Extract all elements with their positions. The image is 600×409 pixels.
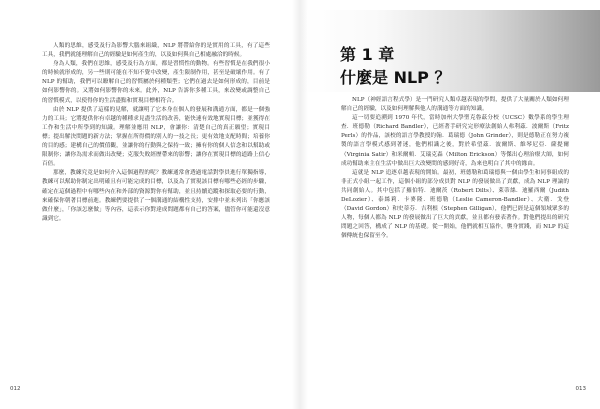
left-body-text (42, 42, 270, 224)
left-paragraph-3: 由於 NLP 提供了這樣的見解，就讓明了它本身在個人的發展和溝通方面，都是一個強力的工具；它將提供你有卓越的種種求見盡生活的改善，能快速有效地實現目標；並獲得在工作和生活中所學到的知識。理解並應用 NLP，會讓你：清楚自己的真正願望；實現目標；提出解決問題的新方法；掌握在所得價的別人的一技之長；更有效地支配時間；培養你的目的感；建構自己的價值觀，並讓你的行動與之保持一致；擁有你的個人信念和以幫助或限制你；讓你為需求而做出改變；克服失敗經歷帶來的影響；讓你在實現目標的道路上信心百倍。 (42, 106, 270, 168)
right-page (300, 0, 600, 409)
right-paragraph-1: NLP（神經語言程式學）是一門研究人類卓越表現的學問，提供了大量關於人類如何理解自己的經驗，以及如何理解與他人的溝通等方面的知識。 (341, 97, 569, 113)
right-paragraph-3: 這就是 NLP 追逐卓越表現的開始。最初，班德勒和葛瑞德與一個由學生和同事組成的非正式小組一起工作，這個小組的部分成員對 NLP 的發展做出了貢獻，成為 NLP 理論的共同創始人。其中包括了羅伯特．迪爾茨（Robert Dilts）、萊蒂絲．迪羅西爾（Judith DeLozier）、泰絲莉．卡麥隆．班德勒（Leslie Cameron-Bandler）、大衛．戈登（David Gordon）和史蒂芬．吉利根（Stephen Gilligan），他們已經是這個領域眾多的人物，每個人都為 NLP 的發展做出了巨大的貢獻，並且都有發表著作。對他們提出的研究問題之回答，構成了 NLP 的基礎。從一開始，他們就相互協作，襲身實踐，而 NLP 的這個傳統也保留至今。 (341, 169, 569, 240)
chapter-number: 第 1 章 (340, 45, 395, 64)
left-paragraph-1: 人類的思維，感受及行為影響大腦來組織，NLP 將帶給你的是實用的工具，有了這些工具，我們就能理解自己的經驗是如何產生的，以及如何與自己相處融洽的時候。 (42, 43, 270, 59)
left-paragraph-4: 那麼，教練究竟是如何介入這個過程的呢？教練通常會透過電話對學員進行單獨指導，教練可以幫助你制定出明確且有可能完成的目標，以及為了實現該目標有哪些必經的步驟，確定在這個過程中有哪些內在和外部的資源對你有幫助，並且持續追蹤和探取必要的行動，來確保你朝著目標前進。教練們要提供了一個溝通的結構性支持，安排中並未列出「你應該做什麼」，「你該怎麼做」等內容，這表示你對達成問題都有自己的答案，儘管你可能還沒意識到它。 (42, 170, 270, 222)
chapter-banner (300, 10, 600, 92)
left-page-number: 012 (10, 386, 21, 392)
chapter-title: 什麼是 NLP ？ (340, 68, 451, 87)
right-paragraph-2: 這一切要追溯到 1970 年代，當時加州大學聖克魯茲分校（UCSC）數學系的學生理查．班德勒（Richard Bandler），已經著手研究完形療法創始人弗利茲．波爾斯（Fritz Perls）的作品，該校的語言學教授約翰．葛瑞德（John Grinder），則是德勒正在努力複製的語言學模式感到著迷，他們相識之後，對於希望茲．波爾斯、維琴尼亞．薩提爾（Virginia Satir）和米爾頓．艾瑞克森（Milton Erickson）等傑出心理治療大師，如何成功幫助來主在生活中做出巨大改變問的感到好奇，為來也明白了其中的緣由。 (341, 115, 569, 167)
left-paragraph-2: 身為人類，我們在思維，感受及行為方面，都是習慣性的動物。有些習慣是在我們很小的時候就形成的，另一些則可能在不知不覺中改變，產生限制作用，甚至是破壞作用。有了 NLP 的幫助，我們可以瞭解自己的習慣屬於何種類型；它們在過去是如何形成的，目前是如何影響你的。又將如何影響你的未來。此外，NLP 告訴你多種工具，來改變或調整自己的習慣模式，以使得你的生活盡點和實現目標相符合。 (42, 61, 270, 104)
right-body-text (341, 96, 569, 242)
gutter-shadow (292, 0, 308, 409)
right-page-number: 013 (575, 386, 586, 392)
